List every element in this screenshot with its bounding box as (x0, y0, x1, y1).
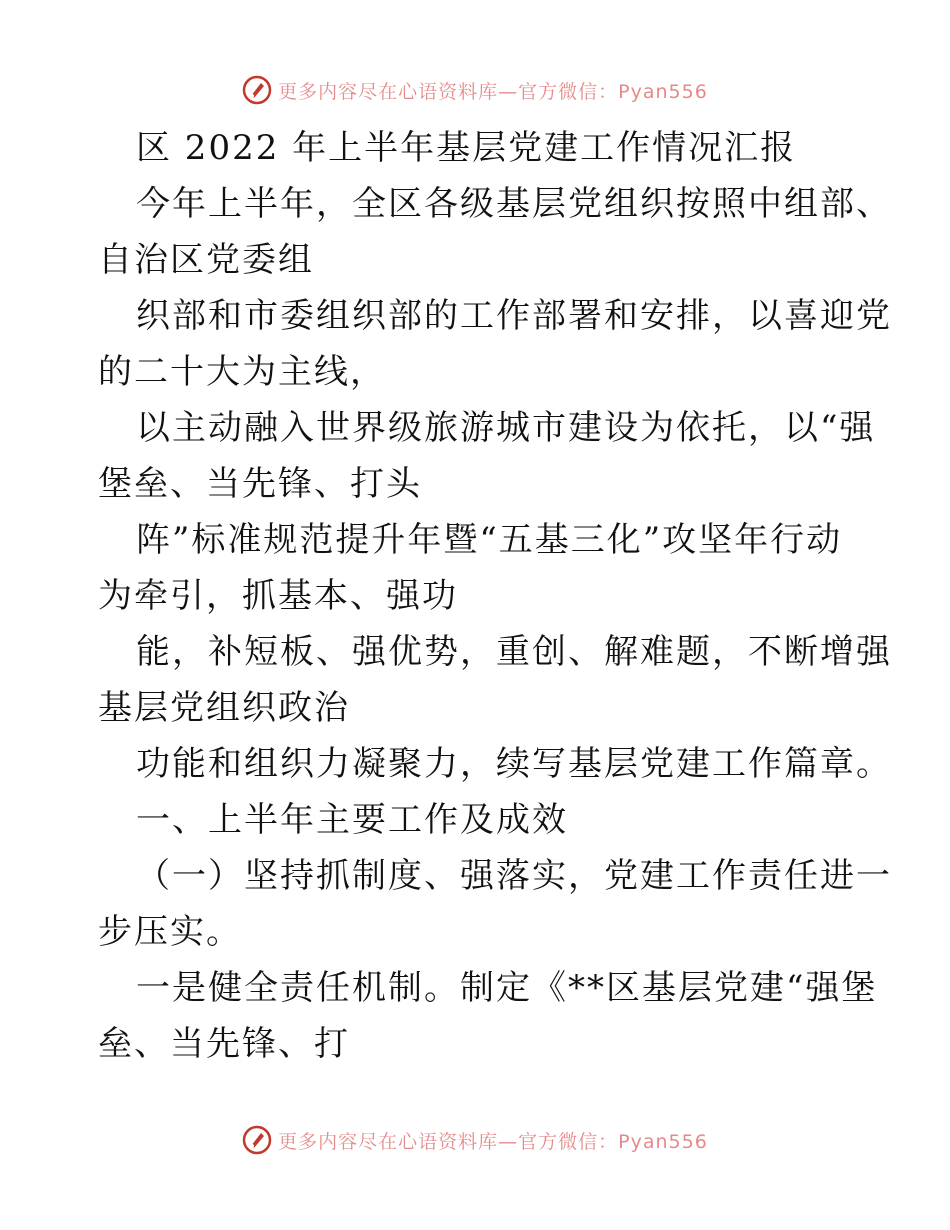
paragraph-line: 阵”标准规范提升年暨“五基三化”攻坚年行动 (136, 520, 843, 560)
watermark-header (0, 70, 950, 110)
paragraph-line: 自治区党委组 (98, 240, 314, 280)
watermark-footer (0, 1120, 950, 1160)
paragraph-line: 一是健全责任机制。制定《**区基层党建“强堡 (136, 968, 878, 1008)
watermark-sub-text: —官方微信：Pyan556 (498, 80, 708, 103)
pen-nib-logo-icon (242, 75, 272, 105)
paragraph-line: 能，补短板、强优势，重创、解难题，不断增强 (136, 632, 892, 672)
paragraph-line: 垒、当先锋、打 (98, 1024, 350, 1064)
paragraph-line: 功能和组织力凝聚力，续写基层党建工作篇章。 (136, 744, 892, 784)
watermark-main-text: 更多内容尽在心语资料库 (278, 1130, 499, 1153)
paragraph-line: 的二十大为主线， (98, 352, 386, 392)
paragraph-line: 堡垒、当先锋、打头 (98, 464, 422, 504)
paragraph-line: 今年上半年，全区各级基层党组织按照中组部、 (136, 184, 892, 224)
paragraph-line: （一）坚持抓制度、强落实，党建工作责任进一 (136, 856, 892, 896)
paragraph-line: 为牵引，抓基本、强功 (98, 576, 458, 616)
paragraph-line: 基层党组织政治 (98, 688, 350, 728)
paragraph-line: 步压实。 (98, 912, 242, 952)
watermark-main-text: 更多内容尽在心语资料库 (278, 80, 499, 103)
pen-nib-logo-icon (242, 1125, 272, 1155)
watermark-sub-text: —官方微信：Pyan556 (498, 1130, 708, 1153)
document-body (98, 120, 892, 1072)
paragraph-line: 一、上半年主要工作及成效 (136, 800, 568, 840)
paragraph-line: 以主动融入世界级旅游城市建设为依托，以“强 (136, 408, 876, 448)
paragraph-line: 织部和市委组织部的工作部署和安排，以喜迎党 (136, 296, 892, 336)
document-title: 区 2022 年上半年基层党建工作情况汇报 (136, 128, 797, 168)
